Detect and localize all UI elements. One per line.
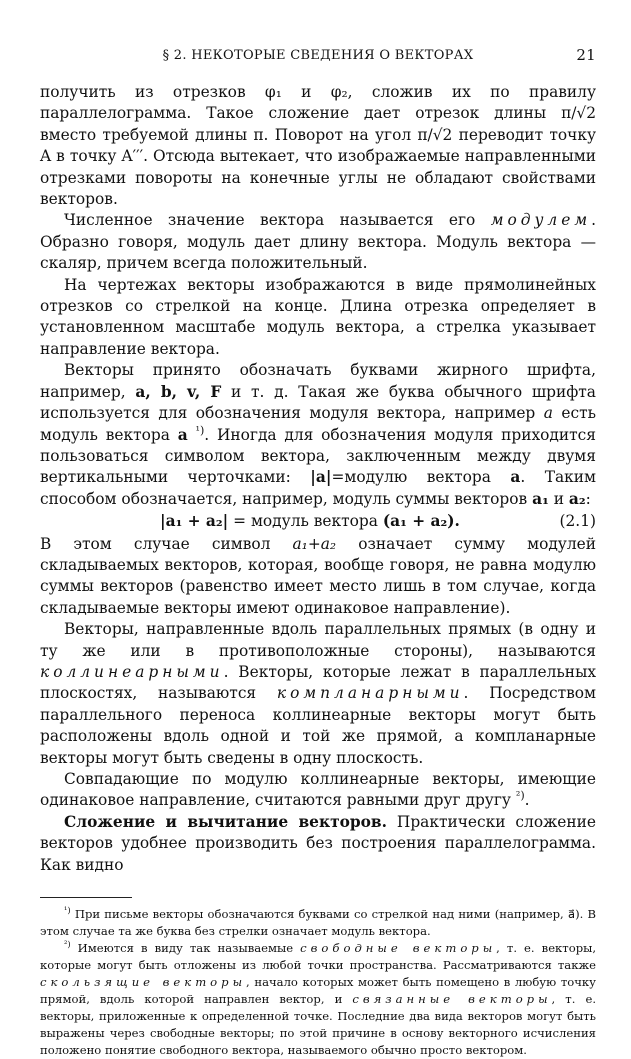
page-number: 21 [576, 46, 596, 64]
formula-mid: = модуль вектора [233, 512, 378, 531]
paragraph-8: Сложение и вычитание векторов. Практически сложение векторов удобнее производить без построения параллелограмма. Как видно [40, 812, 596, 874]
formula-rhs: (a₁ + a₂). [382, 512, 460, 531]
footnote-ref-1[interactable]: ¹) [195, 423, 205, 437]
paragraph-3: На чертежах векторы изображаются в виде прямолинейных отрезков со стрелкой на конце. Длина отрезка определяет в установленном масштабе модуль вектора, а стрелка указывает направление вектора. [40, 275, 596, 358]
section-title: § 2. НЕКОТОРЫЕ СВЕДЕНИЯ О ВЕКТОРАХ [162, 48, 474, 63]
term-modulus: модулем [490, 211, 592, 230]
paragraph-6: Векторы, направленные вдоль параллельных прямых (в одну и ту же или в противоположные стороны), называются коллинеарными. Векторы, которые лежат в параллельных плоскостях, называются компланарными. Посредством параллельного переноса коллинеарные векторы могут быть расположены вдоль одной и той же прямой, а компланарные векторы могут быть сведены в одну плоскость. [40, 620, 596, 767]
paragraph-1: получить из отрезков φ₁ и φ₂, сложив их по правилу параллелограмма. Такое сложение дает отрезок длины π/√2 вместо требуемой длины π. Поворот на угол π/√2 переводит точку A в точку A′′′. Отсюда вытекает, что изображаемые направленными отрезками повороты на конечные углы не обладают свойствами векторов. [40, 83, 596, 209]
term-coplanar: компланарными [276, 684, 464, 703]
paragraph-2: Численное значение вектора называется его модулем. Образно говоря, модуль дает длину вектора. Модуль вектора — скаляр, причем всегда положительный. [40, 211, 596, 273]
footnote-1: $^{^1)}$ При письме векторы обозначаются буквами со стрелкой над ними (например, a⃗). В этом случае та же буква без стрелки означает модуль вектора. [40, 905, 597, 939]
running-header [40, 48, 596, 63]
footnote-ref-2[interactable]: ²) [515, 789, 525, 803]
paragraph-7: Совпадающие по модулю коллинеарные векторы, имеющие одинаковое направление, считаются равными друг другу $^{^2)}$. [40, 770, 596, 810]
section-heading: Сложение и вычитание векторов. [64, 812, 387, 831]
equation-number: (2.1) [559, 512, 596, 531]
bold-letters: a, b, v, F [135, 382, 222, 401]
paragraph-5: В этом случае символ a₁+a₂ означает сумму модулей складываемых векторов, которая, вообще говоря, не равна модулю суммы векторов (равенство имеет место лишь в том случае, когда складываемые векторы имеют одинаковое направление). [40, 534, 597, 617]
formula-lhs: |a₁ + a₂| [160, 512, 229, 531]
term-collinear: коллинеарными [40, 662, 224, 681]
footnote-divider [40, 897, 132, 898]
formula-2-1 [40, 510, 596, 533]
footnotes [40, 906, 596, 1059]
main-text [40, 82, 596, 1059]
sum-symbol: a₁+a₂ [292, 534, 337, 553]
paragraph-4: Векторы принято обозначать буквами жирного шрифта, например, a, b, v, F и т. д. Такая же буква обычного шрифта используется для обозначения модуля вектора, например a есть модуль вектора a $^{^1)}$. Иногда для обозначения модуля приходится пользоваться символом вектора, заключенным между двумя вертикальными черточками: |a|=модулю вектора a. Таким способом обозначается, например, модуль суммы векторов a₁ и a₂: [40, 361, 596, 508]
footnote-2: $^{^2)}$ Имеются в виду так называемые свободные векторы, т. е. векторы, которые могут быть отложены из любой точки пространства. Рассматриваются также скользящие векторы, начало которых может быть помещено в любую точку прямой, вдоль которой направлен вектор, и связанные векторы, т. е. векторы, приложенные к определенной точке. Последние два вида векторов могут быть выражены через свободные векторы; по этой причине в основу векторного исчисления положено понятие свободного вектора, называемого обычно просто вектором. [40, 939, 597, 1058]
